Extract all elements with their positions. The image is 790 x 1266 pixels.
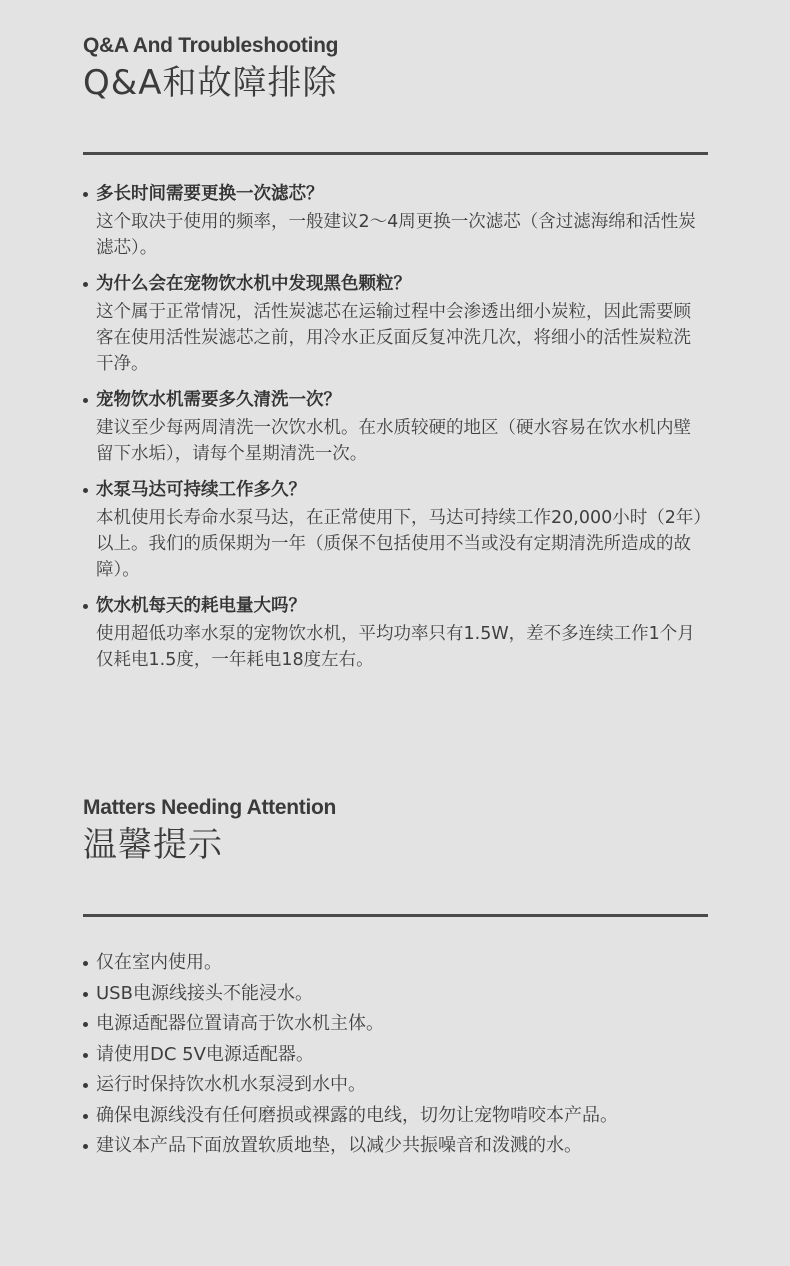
note-item	[83, 1131, 708, 1162]
question-text: 水泵马达可持续工作多久？	[96, 480, 306, 500]
bullet-icon	[83, 961, 88, 966]
qa-section	[83, 33, 708, 670]
note-item	[83, 1070, 708, 1101]
notes-list	[83, 948, 708, 1162]
note-item	[83, 1101, 708, 1132]
qa-item	[83, 181, 708, 261]
answer: 这个属于正常情况，活性炭滤芯在运输过程中会渗透出细小炭粒，因此需要顾客在使用活性炭滤芯之前，用冷水正反面反复冲洗几次，将细小的活性炭粒洗干净。	[96, 302, 691, 374]
bullet-icon	[83, 604, 88, 609]
notes-section	[83, 795, 708, 1156]
bullet-icon	[83, 1144, 88, 1149]
qa-divider	[83, 152, 708, 155]
question-text: 为什么会在宠物饮水机中发现黑色颗粒？	[96, 274, 411, 294]
note-text: 仅在室内使用。	[96, 952, 222, 973]
question	[83, 387, 708, 413]
note-text: 请使用DC 5V电源适配器。	[96, 1043, 314, 1065]
qa-item	[83, 387, 708, 467]
note-item	[83, 948, 708, 979]
question	[83, 477, 708, 503]
qa-item	[83, 593, 708, 673]
bullet-icon	[83, 282, 88, 287]
question	[83, 181, 708, 207]
note-item	[83, 1009, 708, 1040]
answer: 使用超低功率水泵的宠物饮水机，平均功率只有1.5W，差不多连续工作1个月仅耗电1.5度，一年耗电18度左右。	[96, 624, 695, 670]
bullet-icon	[83, 192, 88, 197]
notes-title-cn: 温馨提示	[83, 825, 223, 865]
bullet-icon	[83, 1022, 88, 1027]
note-text: 运行时保持饮水机水泵浸到水中。	[96, 1074, 366, 1095]
qa-item	[83, 477, 708, 583]
notes-title-en: Matters Needing Attention	[83, 796, 337, 819]
note-text: 电源适配器位置请高于饮水机主体。	[96, 1013, 384, 1034]
bullet-icon	[83, 992, 88, 997]
bullet-icon	[83, 398, 88, 403]
qa-list	[83, 181, 708, 683]
answer: 本机使用长寿命水泵马达，在正常使用下，马达可持续工作20,000小时（2年）以上。我们的质保期为一年（质保不包括使用不当或没有定期清洗所造成的故障）。	[96, 508, 703, 580]
note-text: USB电源线接头不能浸水。	[96, 982, 313, 1004]
answer: 这个取决于使用的频率，一般建议2～4周更换一次滤芯（含过滤海绵和活性炭滤芯）。	[96, 212, 696, 258]
note-item	[83, 979, 708, 1010]
qa-title-en: Q&A And Troubleshooting	[83, 34, 339, 57]
bullet-icon	[83, 488, 88, 493]
bullet-icon	[83, 1053, 88, 1058]
qa-item	[83, 271, 708, 377]
question	[83, 271, 708, 297]
qa-title-cn: Q&A和故障排除	[83, 63, 338, 103]
question-text: 多长时间需要更换一次滤芯？	[96, 184, 324, 204]
answer: 建议至少每两周清洗一次饮水机。在水质较硬的地区（硬水容易在饮水机内壁留下水垢），请每个星期清洗一次。	[96, 418, 691, 464]
question-text: 饮水机每天的耗电量大吗？	[96, 596, 306, 616]
question	[83, 593, 708, 619]
note-text: 建议本产品下面放置软质地垫，以减少共振噪音和泼溅的水。	[96, 1135, 582, 1156]
bullet-icon	[83, 1083, 88, 1088]
bullet-icon	[83, 1114, 88, 1119]
note-item	[83, 1040, 708, 1071]
question-text: 宠物饮水机需要多久清洗一次？	[96, 390, 341, 410]
notes-divider	[83, 914, 708, 917]
note-text: 确保电源线没有任何磨损或裸露的电线，切勿让宠物啃咬本产品。	[96, 1104, 618, 1126]
